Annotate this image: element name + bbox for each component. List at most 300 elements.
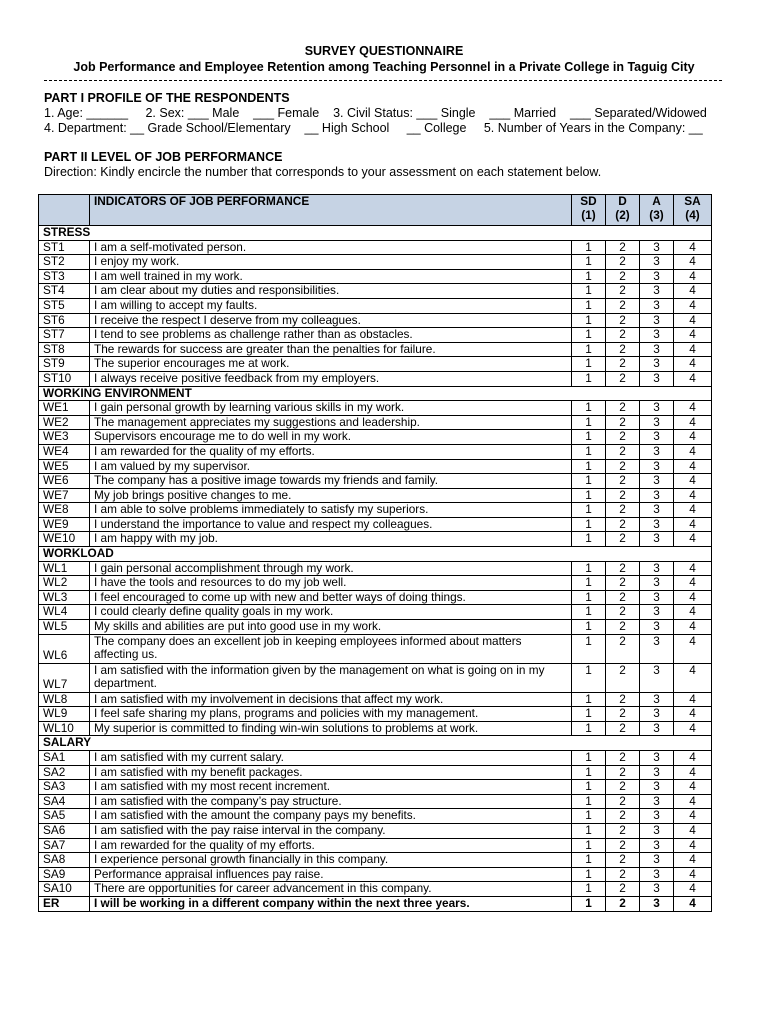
section-row: [39, 226, 712, 241]
rating-d-option[interactable]: 2: [606, 488, 640, 503]
rating-d-option[interactable]: 2: [606, 532, 640, 547]
rating-sd-option[interactable]: 1: [572, 371, 606, 386]
rating-sa-option[interactable]: 4: [674, 838, 712, 853]
rating-sa-option[interactable]: 4: [674, 517, 712, 532]
item-code: ST10: [39, 371, 90, 386]
rating-sa-option[interactable]: 4: [674, 488, 712, 503]
rating-a-option[interactable]: 3: [640, 663, 674, 692]
table-row: [39, 620, 712, 635]
rating-d-option[interactable]: 2: [606, 692, 640, 707]
rating-sa-option[interactable]: 4: [674, 255, 712, 270]
table-row: [39, 342, 712, 357]
item-statement: I could clearly define quality goals in my work.: [90, 605, 572, 620]
section-title: WORKLOAD: [39, 547, 712, 562]
rating-d-option[interactable]: 2: [606, 823, 640, 838]
rating-d-option[interactable]: 2: [606, 794, 640, 809]
rating-sa-option[interactable]: 4: [674, 765, 712, 780]
rating-sd-option[interactable]: 1: [572, 488, 606, 503]
rating-sd-option[interactable]: 1: [572, 444, 606, 459]
table-row: [39, 415, 712, 430]
table-row: [39, 240, 712, 255]
rating-sa-option[interactable]: 4: [674, 809, 712, 824]
rating-sa-option[interactable]: 4: [674, 853, 712, 868]
rating-sa-option[interactable]: 4: [674, 459, 712, 474]
table-row: [39, 298, 712, 313]
item-code: WL7: [39, 663, 90, 692]
rating-sd-option[interactable]: 1: [572, 503, 606, 518]
table-row: [39, 809, 712, 824]
rating-d-option[interactable]: 2: [606, 882, 640, 897]
rating-sa-option[interactable]: 4: [674, 430, 712, 445]
item-statement: The company does an excellent job in keeping employees informed about matters affecting us.: [90, 634, 572, 663]
rating-sd-option[interactable]: 1: [572, 838, 606, 853]
rating-a-option[interactable]: 3: [640, 430, 674, 445]
rating-sa-option[interactable]: 4: [674, 867, 712, 882]
rating-a-option[interactable]: 3: [640, 576, 674, 591]
item-statement: I am satisfied with my most recent increment.: [90, 780, 572, 795]
item-statement: I am a self-motivated person.: [90, 240, 572, 255]
rating-a-option[interactable]: 3: [640, 867, 674, 882]
item-code: SA1: [39, 751, 90, 766]
item-statement: The management appreciates my suggestions and leadership.: [90, 415, 572, 430]
item-statement: I am satisfied with my current salary.: [90, 751, 572, 766]
rating-a-option[interactable]: 3: [640, 823, 674, 838]
item-code: WE10: [39, 532, 90, 547]
table-row: [39, 517, 712, 532]
rating-sa-option[interactable]: 4: [674, 532, 712, 547]
rating-sa-option[interactable]: 4: [674, 240, 712, 255]
item-statement: I am satisfied with my involvement in decisions that affect my work.: [90, 692, 572, 707]
rating-a-option[interactable]: 3: [640, 474, 674, 489]
item-statement: My superior is committed to finding win-win solutions to problems at work.: [90, 721, 572, 736]
rating-sa-option[interactable]: 4: [674, 342, 712, 357]
rating-d-option[interactable]: 2: [606, 620, 640, 635]
item-code: ST2: [39, 255, 90, 270]
rating-sd-option[interactable]: 1: [572, 692, 606, 707]
item-statement: I am well trained in my work.: [90, 269, 572, 284]
rating-sa-option[interactable]: 4: [674, 415, 712, 430]
rating-sd-option[interactable]: 1: [572, 284, 606, 299]
rating-sa-option[interactable]: 4: [674, 692, 712, 707]
rating-sa-option[interactable]: 4: [674, 823, 712, 838]
rating-d-option[interactable]: 2: [606, 809, 640, 824]
table-row: [39, 605, 712, 620]
rating-d-option[interactable]: 2: [606, 401, 640, 416]
item-statement: I gain personal growth by learning various skills in my work.: [90, 401, 572, 416]
rating-a-option[interactable]: 3: [640, 269, 674, 284]
item-statement: I am satisfied with the company’s pay structure.: [90, 794, 572, 809]
table-row: [39, 823, 712, 838]
rating-d-option[interactable]: 2: [606, 663, 640, 692]
rating-sd-option[interactable]: 1: [572, 328, 606, 343]
rating-a-option[interactable]: 3: [640, 794, 674, 809]
rating-d-option[interactable]: 2: [606, 255, 640, 270]
table-row: [39, 313, 712, 328]
item-code: WE2: [39, 415, 90, 430]
rating-d-option[interactable]: 2: [606, 415, 640, 430]
rating-sd-option[interactable]: 1: [572, 576, 606, 591]
rating-d-option[interactable]: 2: [606, 430, 640, 445]
rating-sd-option[interactable]: 1: [572, 255, 606, 270]
item-code: WE7: [39, 488, 90, 503]
item-statement: I am rewarded for the quality of my efforts.: [90, 838, 572, 853]
rating-sa-option[interactable]: 4: [674, 401, 712, 416]
table-row: [39, 707, 712, 722]
rating-d-option[interactable]: 2: [606, 371, 640, 386]
table-header-row: [39, 195, 712, 226]
job-performance-table: [38, 194, 712, 912]
section-title: STRESS: [39, 226, 712, 241]
rating-a-option[interactable]: 3: [640, 444, 674, 459]
rating-sd-option[interactable]: 1: [572, 269, 606, 284]
table-row: [39, 430, 712, 445]
rating-a-option[interactable]: 3: [640, 634, 674, 663]
rating-sd-option[interactable]: 1: [572, 561, 606, 576]
rating-sd-option[interactable]: 1: [572, 809, 606, 824]
rating-a-option[interactable]: 3: [640, 342, 674, 357]
profile-line-2: 4. Department: __ Grade School/Elementary __ High School __ College 5. Number of Years in the Company: __: [44, 121, 703, 135]
rating-sd-option[interactable]: 1: [572, 765, 606, 780]
rating-sd-option[interactable]: 1: [572, 707, 606, 722]
rating-a-option[interactable]: 3: [640, 605, 674, 620]
item-code: ST6: [39, 313, 90, 328]
rating-a-option[interactable]: 3: [640, 838, 674, 853]
item-statement: I feel safe sharing my plans, programs and policies with my management.: [90, 707, 572, 722]
item-code: WE3: [39, 430, 90, 445]
rating-sa-option[interactable]: 4: [674, 576, 712, 591]
table-row-final: [39, 896, 712, 911]
table-row: [39, 882, 712, 897]
item-statement: I am clear about my duties and responsibilities.: [90, 284, 572, 299]
rating-d-option[interactable]: 2: [606, 444, 640, 459]
section-title: WORKING ENVIRONMENT: [39, 386, 712, 401]
rating-sd-option[interactable]: 1: [572, 430, 606, 445]
table-row: [39, 561, 712, 576]
rating-d-option[interactable]: 2: [606, 298, 640, 313]
item-statement: I tend to see problems as challenge rather than as obstacles.: [90, 328, 572, 343]
rating-a-option[interactable]: 3: [640, 240, 674, 255]
rating-d-option[interactable]: 2: [606, 269, 640, 284]
item-statement: I always receive positive feedback from my employers.: [90, 371, 572, 386]
code-header: [39, 195, 90, 226]
rating-a-option[interactable]: 3: [640, 896, 674, 911]
item-statement: I receive the respect I deserve from my colleagues.: [90, 313, 572, 328]
item-code: SA2: [39, 765, 90, 780]
item-statement: Performance appraisal influences pay raise.: [90, 867, 572, 882]
rating-sa-option[interactable]: 4: [674, 284, 712, 299]
rating-d-option[interactable]: 2: [606, 896, 640, 911]
table-row: [39, 867, 712, 882]
item-statement: I am satisfied with the pay raise interval in the company.: [90, 823, 572, 838]
rating-d-option[interactable]: 2: [606, 707, 640, 722]
a-header: A (3): [640, 195, 674, 226]
table-row: [39, 780, 712, 795]
rating-sd-option[interactable]: 1: [572, 459, 606, 474]
rating-d-option[interactable]: 2: [606, 751, 640, 766]
rating-sa-option[interactable]: 4: [674, 882, 712, 897]
rating-d-option[interactable]: 2: [606, 576, 640, 591]
rating-sa-option[interactable]: 4: [674, 474, 712, 489]
item-code: WL4: [39, 605, 90, 620]
table-row: [39, 765, 712, 780]
profile-line-1: 1. Age: ______ 2. Sex: ___ Male ___ Female 3. Civil Status: ___ Single ___ Married ___ Separated/Widowed: [44, 106, 707, 120]
rating-sd-option[interactable]: 1: [572, 357, 606, 372]
item-statement: I enjoy my work.: [90, 255, 572, 270]
item-code: WL2: [39, 576, 90, 591]
sd-header: SD (1): [572, 195, 606, 226]
indicator-header: INDICATORS OF JOB PERFORMANCE: [90, 195, 572, 226]
table-row: [39, 794, 712, 809]
rating-sd-option[interactable]: 1: [572, 663, 606, 692]
item-code: WL9: [39, 707, 90, 722]
rating-d-option[interactable]: 2: [606, 474, 640, 489]
rating-d-option[interactable]: 2: [606, 721, 640, 736]
item-code: WE6: [39, 474, 90, 489]
rating-sa-option[interactable]: 4: [674, 313, 712, 328]
rating-a-option[interactable]: 3: [640, 328, 674, 343]
item-statement: Supervisors encourage me to do well in my work.: [90, 430, 572, 445]
rating-a-option[interactable]: 3: [640, 401, 674, 416]
rating-d-option[interactable]: 2: [606, 634, 640, 663]
rating-sd-option[interactable]: 1: [572, 882, 606, 897]
table-row: [39, 663, 712, 692]
rating-a-option[interactable]: 3: [640, 590, 674, 605]
rating-sd-option[interactable]: 1: [572, 896, 606, 911]
table-row: [39, 634, 712, 663]
rating-sa-option[interactable]: 4: [674, 371, 712, 386]
rating-sd-option[interactable]: 1: [572, 794, 606, 809]
table-row: [39, 459, 712, 474]
rating-sd-option[interactable]: 1: [572, 751, 606, 766]
rating-sa-option[interactable]: 4: [674, 896, 712, 911]
rating-sa-option[interactable]: 4: [674, 328, 712, 343]
rating-sa-option[interactable]: 4: [674, 503, 712, 518]
table-row: [39, 576, 712, 591]
rating-sa-option[interactable]: 4: [674, 605, 712, 620]
rating-a-option[interactable]: 3: [640, 371, 674, 386]
rating-a-option[interactable]: 3: [640, 721, 674, 736]
rating-sd-option[interactable]: 1: [572, 721, 606, 736]
rating-a-option[interactable]: 3: [640, 692, 674, 707]
rating-sd-option[interactable]: 1: [572, 401, 606, 416]
item-statement: I am able to solve problems immediately to satisfy my superiors.: [90, 503, 572, 518]
table-row: [39, 532, 712, 547]
rating-sa-option[interactable]: 4: [674, 561, 712, 576]
rating-a-option[interactable]: 3: [640, 765, 674, 780]
item-code: WL10: [39, 721, 90, 736]
item-code: SA8: [39, 853, 90, 868]
rating-sd-option[interactable]: 1: [572, 867, 606, 882]
rating-sd-option[interactable]: 1: [572, 634, 606, 663]
item-code: WE9: [39, 517, 90, 532]
item-code: WL6: [39, 634, 90, 663]
direction-text: Direction: Kindly encircle the number that corresponds to your assessment on each statement below.: [44, 165, 602, 179]
item-statement: I am valued by my supervisor.: [90, 459, 572, 474]
rating-a-option[interactable]: 3: [640, 751, 674, 766]
item-code: WE8: [39, 503, 90, 518]
table-row: [39, 474, 712, 489]
item-code: WE1: [39, 401, 90, 416]
item-statement: The superior encourages me at work.: [90, 357, 572, 372]
item-code: SA7: [39, 838, 90, 853]
item-statement: The company has a positive image towards my friends and family.: [90, 474, 572, 489]
rating-sd-option[interactable]: 1: [572, 240, 606, 255]
rating-sa-option[interactable]: 4: [674, 707, 712, 722]
item-statement: My job brings positive changes to me.: [90, 488, 572, 503]
item-statement: I have the tools and resources to do my job well.: [90, 576, 572, 591]
rating-a-option[interactable]: 3: [640, 488, 674, 503]
item-statement: I am rewarded for the quality of my efforts.: [90, 444, 572, 459]
rating-a-option[interactable]: 3: [640, 882, 674, 897]
rating-sd-option[interactable]: 1: [572, 474, 606, 489]
table-row: [39, 328, 712, 343]
item-code: SA10: [39, 882, 90, 897]
item-code: WE4: [39, 444, 90, 459]
rating-d-option[interactable]: 2: [606, 459, 640, 474]
rating-sd-option[interactable]: 1: [572, 298, 606, 313]
item-code: SA3: [39, 780, 90, 795]
rating-sa-option[interactable]: 4: [674, 721, 712, 736]
rating-d-option[interactable]: 2: [606, 357, 640, 372]
rating-sa-option[interactable]: 4: [674, 357, 712, 372]
survey-subtitle: Job Performance and Employee Retention among Teaching Personnel in a Private College in Taguig City: [73, 60, 695, 74]
rating-sd-option[interactable]: 1: [572, 823, 606, 838]
table-body: [39, 226, 712, 912]
rating-sa-option[interactable]: 4: [674, 663, 712, 692]
table-row: [39, 838, 712, 853]
rating-d-option[interactable]: 2: [606, 240, 640, 255]
rating-sa-option[interactable]: 4: [674, 780, 712, 795]
rating-sd-option[interactable]: 1: [572, 532, 606, 547]
item-code: SA9: [39, 867, 90, 882]
rating-d-option[interactable]: 2: [606, 328, 640, 343]
rating-a-option[interactable]: 3: [640, 707, 674, 722]
rating-d-option[interactable]: 2: [606, 605, 640, 620]
item-statement: I am satisfied with the amount the company pays my benefits.: [90, 809, 572, 824]
rating-sd-option[interactable]: 1: [572, 313, 606, 328]
item-statement: I will be working in a different company within the next three years.: [90, 896, 572, 911]
rating-a-option[interactable]: 3: [640, 809, 674, 824]
table-row: [39, 357, 712, 372]
table-row: [39, 721, 712, 736]
item-code: WL1: [39, 561, 90, 576]
table-row: [39, 503, 712, 518]
table-row: [39, 255, 712, 270]
table-row: [39, 284, 712, 299]
rating-sa-option[interactable]: 4: [674, 634, 712, 663]
item-code: SA4: [39, 794, 90, 809]
rating-a-option[interactable]: 3: [640, 503, 674, 518]
item-statement: I am willing to accept my faults.: [90, 298, 572, 313]
item-code: ST1: [39, 240, 90, 255]
rating-d-option[interactable]: 2: [606, 765, 640, 780]
item-code: WL3: [39, 590, 90, 605]
rating-sd-option[interactable]: 1: [572, 605, 606, 620]
rating-d-option[interactable]: 2: [606, 780, 640, 795]
rating-d-option[interactable]: 2: [606, 503, 640, 518]
rating-a-option[interactable]: 3: [640, 459, 674, 474]
rating-sa-option[interactable]: 4: [674, 620, 712, 635]
table-row: [39, 488, 712, 503]
item-statement: I experience personal growth financially in this company.: [90, 853, 572, 868]
item-statement: I am happy with my job.: [90, 532, 572, 547]
section-row: [39, 736, 712, 751]
rating-d-option[interactable]: 2: [606, 590, 640, 605]
rating-d-option[interactable]: 2: [606, 838, 640, 853]
part2-heading: PART II LEVEL OF JOB PERFORMANCE: [44, 150, 283, 164]
item-code: ST9: [39, 357, 90, 372]
rating-d-option[interactable]: 2: [606, 867, 640, 882]
rating-sd-option[interactable]: 1: [572, 853, 606, 868]
table-row: [39, 401, 712, 416]
rating-sa-option[interactable]: 4: [674, 269, 712, 284]
rating-a-option[interactable]: 3: [640, 532, 674, 547]
table-row: [39, 371, 712, 386]
rating-d-option[interactable]: 2: [606, 284, 640, 299]
rating-a-option[interactable]: 3: [640, 415, 674, 430]
table-row: [39, 590, 712, 605]
rating-a-option[interactable]: 3: [640, 620, 674, 635]
item-code: ST3: [39, 269, 90, 284]
table-row: [39, 269, 712, 284]
rating-sa-option[interactable]: 4: [674, 751, 712, 766]
item-code: ST4: [39, 284, 90, 299]
item-statement: I am satisfied with my benefit packages.: [90, 765, 572, 780]
rating-sa-option[interactable]: 4: [674, 298, 712, 313]
rating-a-option[interactable]: 3: [640, 284, 674, 299]
rating-sa-option[interactable]: 4: [674, 590, 712, 605]
item-code: ST5: [39, 298, 90, 313]
rating-d-option[interactable]: 2: [606, 853, 640, 868]
rating-a-option[interactable]: 3: [640, 313, 674, 328]
section-row: [39, 386, 712, 401]
rating-a-option[interactable]: 3: [640, 517, 674, 532]
rating-sd-option[interactable]: 1: [572, 780, 606, 795]
rating-a-option[interactable]: 3: [640, 780, 674, 795]
d-header: D (2): [606, 195, 640, 226]
rating-a-option[interactable]: 3: [640, 853, 674, 868]
rating-d-option[interactable]: 2: [606, 342, 640, 357]
item-code: SA6: [39, 823, 90, 838]
item-statement: I feel encouraged to come up with new and better ways of doing things.: [90, 590, 572, 605]
item-statement: My skills and abilities are put into good use in my work.: [90, 620, 572, 635]
rating-a-option[interactable]: 3: [640, 298, 674, 313]
rating-sd-option[interactable]: 1: [572, 342, 606, 357]
survey-title: SURVEY QUESTIONNAIRE: [304, 44, 464, 58]
item-code: WE5: [39, 459, 90, 474]
item-code: ST7: [39, 328, 90, 343]
rating-sd-option[interactable]: 1: [572, 590, 606, 605]
rating-d-option[interactable]: 2: [606, 313, 640, 328]
item-statement: I understand the importance to value and respect my colleagues.: [90, 517, 572, 532]
table-row: [39, 751, 712, 766]
rating-sa-option[interactable]: 4: [674, 794, 712, 809]
rating-sd-option[interactable]: 1: [572, 620, 606, 635]
table-row: [39, 692, 712, 707]
section-title: SALARY: [39, 736, 712, 751]
rating-a-option[interactable]: 3: [640, 357, 674, 372]
item-statement: The rewards for success are greater than the penalties for failure.: [90, 342, 572, 357]
rating-d-option[interactable]: 2: [606, 517, 640, 532]
rating-d-option[interactable]: 2: [606, 561, 640, 576]
rating-a-option[interactable]: 3: [640, 561, 674, 576]
part1-heading: PART I PROFILE OF THE RESPONDENTS: [44, 91, 290, 105]
rating-sd-option[interactable]: 1: [572, 415, 606, 430]
rating-sd-option[interactable]: 1: [572, 517, 606, 532]
rating-sa-option[interactable]: 4: [674, 444, 712, 459]
rating-a-option[interactable]: 3: [640, 255, 674, 270]
sa-header: SA (4): [674, 195, 712, 226]
